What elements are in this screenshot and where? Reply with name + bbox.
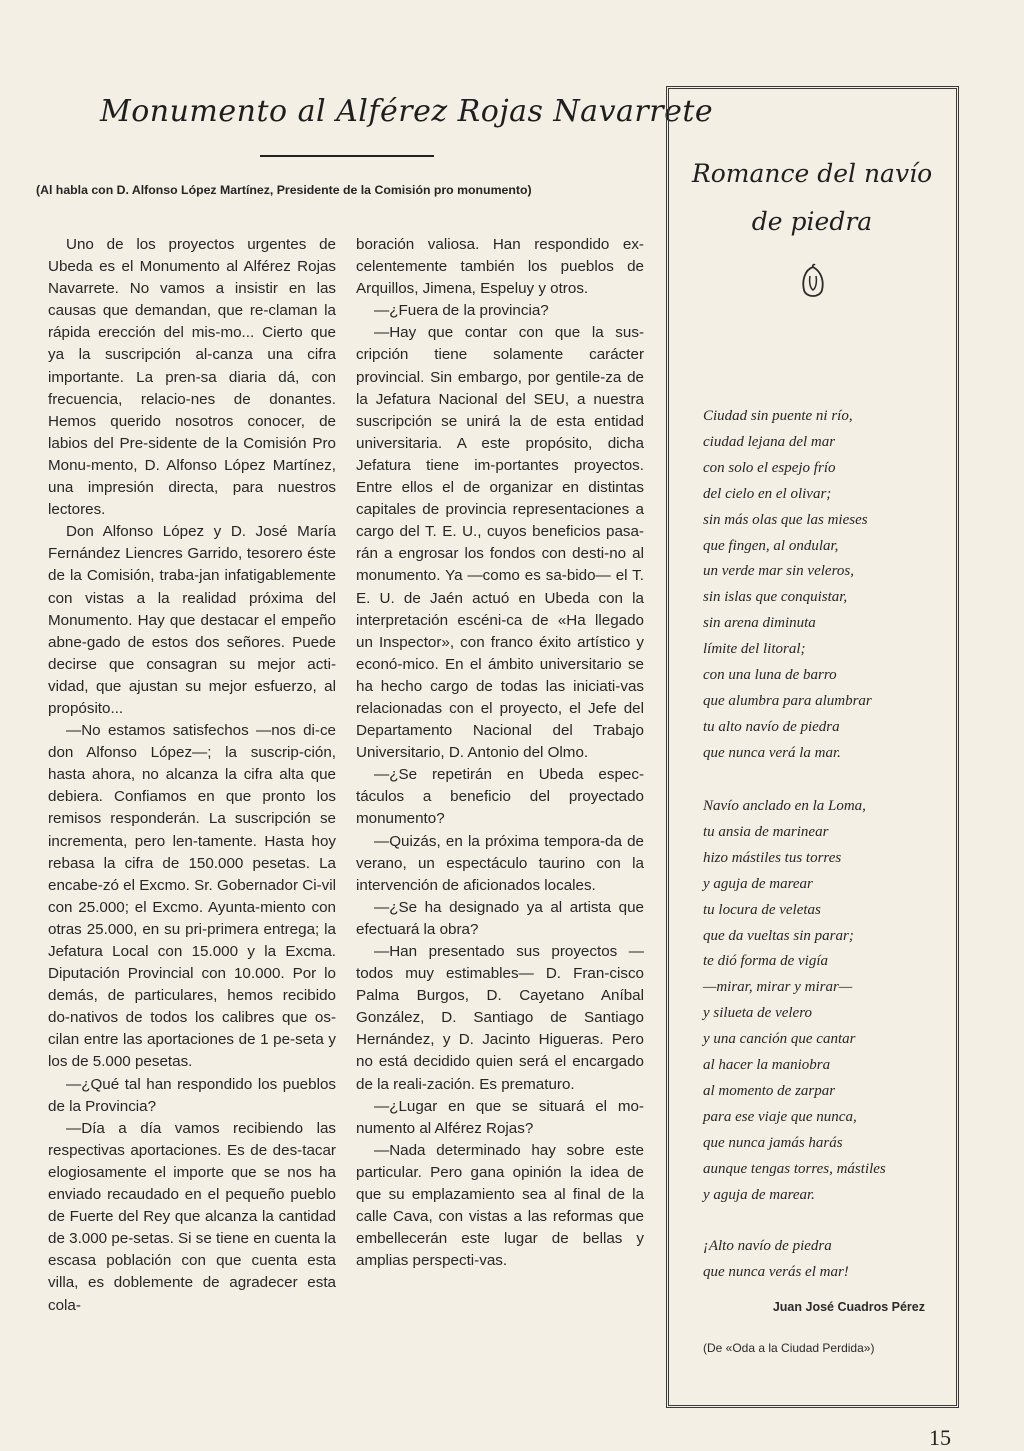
poem-verse: —mirar, mirar y mirar— bbox=[703, 979, 853, 996]
poem-verse: con solo el espejo frío bbox=[703, 459, 836, 476]
article-paragraph: Don Alfonso López y D. José María Fernández Liencres Garrido, tesorero éste de la Comisión, traba-jan infatigablemente con vistas a la realidad próxima del Monumento. Hay que destacar el empeño abne-gado de estos dos señores. Puede decirse que consagran su mejor acti-vidad, que ajustan su mejor esfuerzo, al propósito... bbox=[48, 523, 336, 717]
title-underline bbox=[260, 155, 434, 157]
poem-verse: y una canción que cantar bbox=[703, 1031, 856, 1048]
poem-verse: para ese viaje que nunca, bbox=[703, 1108, 857, 1125]
poem-verse: hizo mástiles tus torres bbox=[703, 849, 842, 866]
page-number: 15 bbox=[929, 1425, 951, 1450]
article-paragraph: —¿Se ha designado ya al artista que efectuará la obra? bbox=[356, 898, 644, 938]
poem-verse: que alumbra para alumbrar bbox=[703, 692, 872, 709]
article-paragraph: —Quizás, en la próxima tempora-da de verano, un espectáculo taurino con la intervención de aficionados locales. bbox=[356, 832, 644, 894]
article-subtitle: (Al habla con D. Alfonso López Martínez, Presidente de la Comisión pro monumento) bbox=[36, 183, 532, 197]
poem-author: Juan José Cuadros Pérez bbox=[772, 1300, 925, 1314]
article-paragraph: —¿Qué tal han respondido los pueblos de la Provincia? bbox=[48, 1075, 336, 1115]
article-paragraph: boración valiosa. Han respondido ex-celentemente también los pueblos de Arquillos, Jimena, Espeluy y otros. bbox=[356, 236, 644, 298]
poem-verse: del cielo en el olivar; bbox=[703, 485, 832, 502]
article-paragraph: —¿Fuera de la provincia? bbox=[374, 302, 549, 320]
article-title: Monumento al Alférez Rojas Navarrete bbox=[100, 94, 714, 129]
poem-verse: que nunca verá la mar. bbox=[703, 744, 841, 761]
poem-verse: Ciudad sin puente ni río, bbox=[703, 408, 853, 424]
poem-verse: te dió forma de vigía bbox=[703, 953, 828, 970]
poem-verse: ¡Alto navío de piedra bbox=[703, 1238, 832, 1254]
article-paragraph: —Nada determinado hay sobre este particular. Pero gana opinión la idea de que su emplazamiento sea al final de la calle Cava, con vistas a las reformas que embellecerán este lugar de bellas y amplias perspecti-vas. bbox=[356, 1141, 644, 1270]
poem-verse: ciudad lejana del mar bbox=[703, 433, 836, 450]
poem-stanza-1 bbox=[703, 404, 943, 767]
poem-title-line-2: de piedra bbox=[751, 207, 873, 236]
poem-verse: límite del litoral; bbox=[703, 641, 806, 658]
article-paragraph: —¿Se repetirán en Ubeda espec-táculos a beneficio del proyectado monumento? bbox=[356, 766, 644, 828]
poem-verse: al momento de zarpar bbox=[703, 1082, 836, 1099]
poem-verse: al hacer la maniobra bbox=[703, 1057, 831, 1074]
article-column-middle bbox=[356, 234, 644, 1272]
poem-source: (De «Oda a la Ciudad Perdida») bbox=[703, 1341, 875, 1355]
article-paragraph: Uno de los proyectos urgentes de Ubeda es el Monumento al Alférez Rojas Navarrete. No vamos a insistir en las causas que demandan, que re-claman la rápida erección del mis-mo... Cierto que ya la suscripción al-canza una cifra importante. La pren-sa diaria dá, con frecuencia, relacio-nes de donantes. Hemos querido nosotros conocer, de labios del Pre-sidente de la Comisión Pro Monu-mento, D. Alfonso López Martínez, una impresión directa, para nuestros lectores. bbox=[48, 236, 336, 519]
article-paragraph: —Día a día vamos recibiendo las respectivas aportaciones. Es de des-tacar elogiosamente el importe que se nos ha enviado recaudado en el pequeño pueblo de Fuerte del Rey que alcanza la cantidad de 3.000 pe-setas. Si se tiene en cuenta la escasa población con que cuenta esta villa, es doblemente de agradecer esta cola- bbox=[48, 1119, 336, 1314]
poem-verse: Navío anclado en la Loma, bbox=[703, 798, 866, 814]
poem-verse: tu alto navío de piedra bbox=[703, 718, 840, 735]
ornament-icon bbox=[799, 264, 827, 302]
poem-verse: tu ansia de marinear bbox=[703, 823, 829, 840]
poem-verse: y aguja de marear. bbox=[703, 1186, 815, 1203]
poem-verse: con una luna de barro bbox=[703, 667, 837, 684]
poem-verse: aunque tengas torres, mástiles bbox=[703, 1160, 886, 1177]
poem-stanza-3 bbox=[703, 1234, 943, 1286]
poem-verse: que fingen, al ondular, bbox=[703, 537, 839, 554]
poem-verse: que nunca jamás harás bbox=[703, 1134, 843, 1151]
poem-stanza-2 bbox=[703, 794, 943, 1209]
poem-title-line-1: Romance del navío bbox=[691, 159, 933, 188]
poem-verse: y aguja de marear bbox=[703, 875, 813, 892]
poem-verse: tu locura de veletas bbox=[703, 901, 821, 918]
article-column-left bbox=[48, 234, 336, 1317]
poem-verse: y silueta de velero bbox=[703, 1005, 812, 1022]
poem-verse: sin más olas que las mieses bbox=[703, 511, 868, 528]
poem-verse: sin islas que conquistar, bbox=[703, 589, 848, 606]
article-paragraph: —Hay que contar con que la sus-cripción tiene solamente carácter provincial. Sin embargo, por gentile-za de la Jefatura Nacional del SEU, a nuestra suscripción se unirá la de esta entidad universitaria. A este propósito, dicha Jefatura tiene im-portantes proyectos. Entre ellos el de organizar en distintas capitales de provincia representaciones a cargo del T. E. U., cuyos beneficios pasa-rán a engrosar los fondos con desti-no al monumento. Ya —como es sa-bido— el T. E. U. de Jaén actuó en Ubeda con la interpretación escéni-ca de «Ha llegado un Inspector», con franco éxito artístico y econó-mico. En el ámbito universitario se ha hecho cargo de todas las iniciati-vas relacionadas con el proyecto, el Jefe del Departamento Nacional del Trabajo Universitario, D. Antonio del Olmo. bbox=[356, 324, 644, 762]
article-paragraph: —No estamos satisfechos —nos di-ce don Alfonso López—; la suscrip-ción, hasta ahora, no alcanza la cifra alta que debiera. Confiamos en que pronto los remisos responderán. La suscripción se incrementa, pero len-tamente. Hasta hoy rebasa la cifra de 150.000 pesetas. La encabe-zó el Excmo. Sr. Gobernador Ci-vil con 25.000; el Excmo. Ayunta-miento con otras 25.000, en su pri-primera entrega; la Jefatura Local con 15.000 y la Excma. Diputación Provincial con 10.000. Por lo demás, de particulares, hemos recibido do-nativos de todos los calibres que os-cilan entre las aportaciones de 1 pe-seta y los de 5.000 pesetas. bbox=[48, 722, 336, 1071]
poem-verse: sin arena diminuta bbox=[703, 615, 816, 632]
poem-verse: que da vueltas sin parar; bbox=[703, 927, 854, 944]
article-paragraph: —¿Lugar en que se situará el mo-numento al Alférez Rojas? bbox=[356, 1097, 644, 1137]
poem-verse: un verde mar sin veleros, bbox=[703, 563, 854, 580]
poem-verse: que nunca verás el mar! bbox=[703, 1263, 849, 1280]
poem-title bbox=[681, 150, 943, 246]
article-paragraph: —Han presentado sus proyectos —todos muy estimables— D. Fran-cisco Palma Burgos, D. Cayetano Aníbal González, D. Santiago de Santiago Hernández, y D. Jacinto Higueras. Pero no está decidido quien será el encargado de la reali-zación. Es prematuro. bbox=[356, 943, 644, 1093]
